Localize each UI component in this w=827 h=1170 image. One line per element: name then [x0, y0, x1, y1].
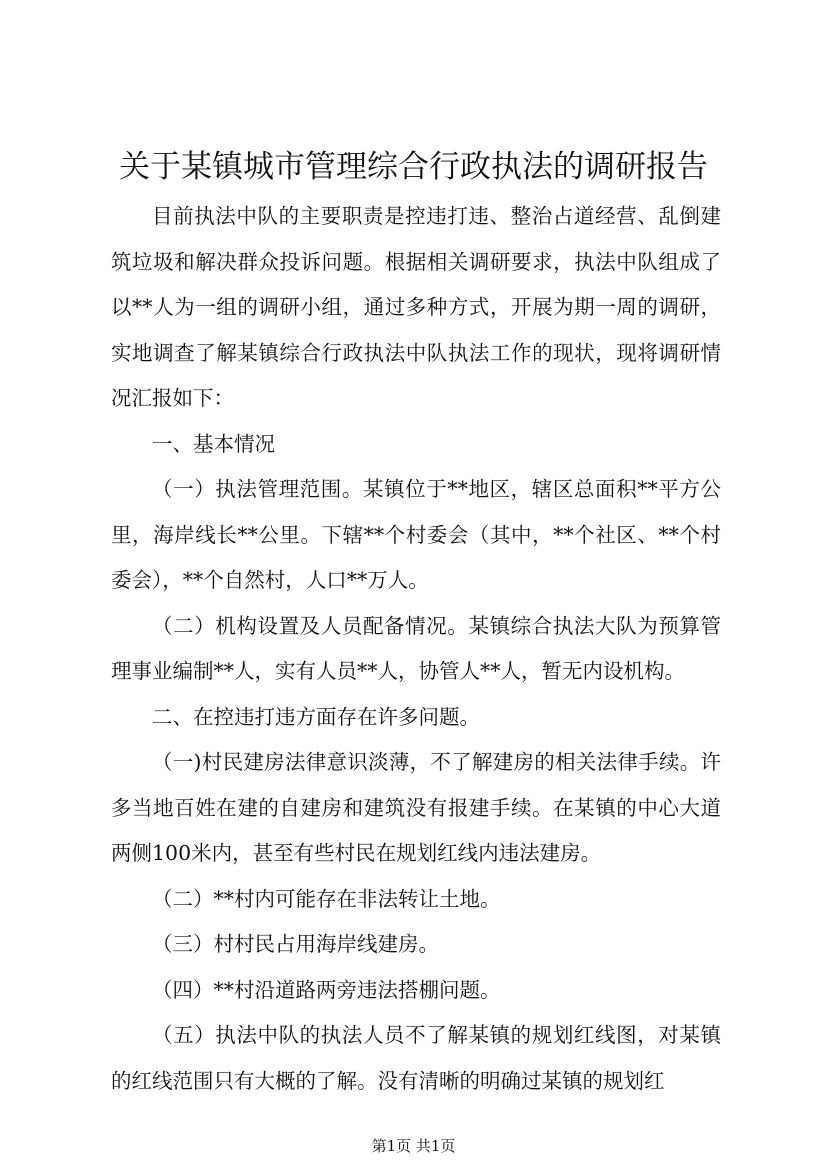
section-heading-basic-situation: 一、基本情况: [152, 431, 275, 456]
document-title: 关于某镇城市管理综合行政执法的调研报告: [119, 149, 708, 185]
paragraph-problem-1: （一)村民建房法律意识淡薄，不了解建房的相关法律手续。许多当地百姓在建的自建房和建筑没有报建手续。在某镇的中心大道两侧100米内，甚至有些村民在规划红线内违法建房。: [111, 750, 721, 865]
section-heading-problems: 二、在控违打违方面存在许多问题。: [152, 704, 480, 729]
paragraph-problem-3: （三）村村民占用海岸线建房。: [152, 932, 439, 956]
paragraph-problem-5: （五）执法中队的执法人员不了解某镇的规划红线图，对某镇的红线范围只有大概的了解。没有清晰的明确过某镇的规划红: [111, 1023, 721, 1093]
page-footer: 第1页 共1页: [371, 1137, 456, 1155]
paragraph-problem-2: （二）**村内可能存在非法转让土地。: [152, 886, 501, 911]
paragraph-organization-staffing: （二）机构设置及人员配备情况。某镇综合执法大队为预算管理事业编制**人，实有人员**人，协管人**人，暂无内设机构。: [111, 613, 721, 683]
paragraph-problem-4: （四）**村沿道路两旁违法搭棚问题。: [152, 977, 501, 1002]
paragraph-intro: 目前执法中队的主要职责是控违打违、整治占道经营、乱倒建筑垃圾和解决群众投诉问题。根据相关调研要求，执法中队组成了以**人为一组的调研小组，通过多种方式，开展为期一周的调研，实地调查了解某镇综合行政执法中队执法工作的现状，现将调研情况汇报如下：: [111, 204, 721, 410]
paragraph-enforcement-scope: （一）执法管理范围。某镇位于**地区，辖区总面积**平方公里，海岸线长**公里。下辖**个村委会（其中，**个社区、**个村委会），**个自然村，人口**万人。: [111, 477, 721, 592]
document-body: [111, 194, 721, 1104]
